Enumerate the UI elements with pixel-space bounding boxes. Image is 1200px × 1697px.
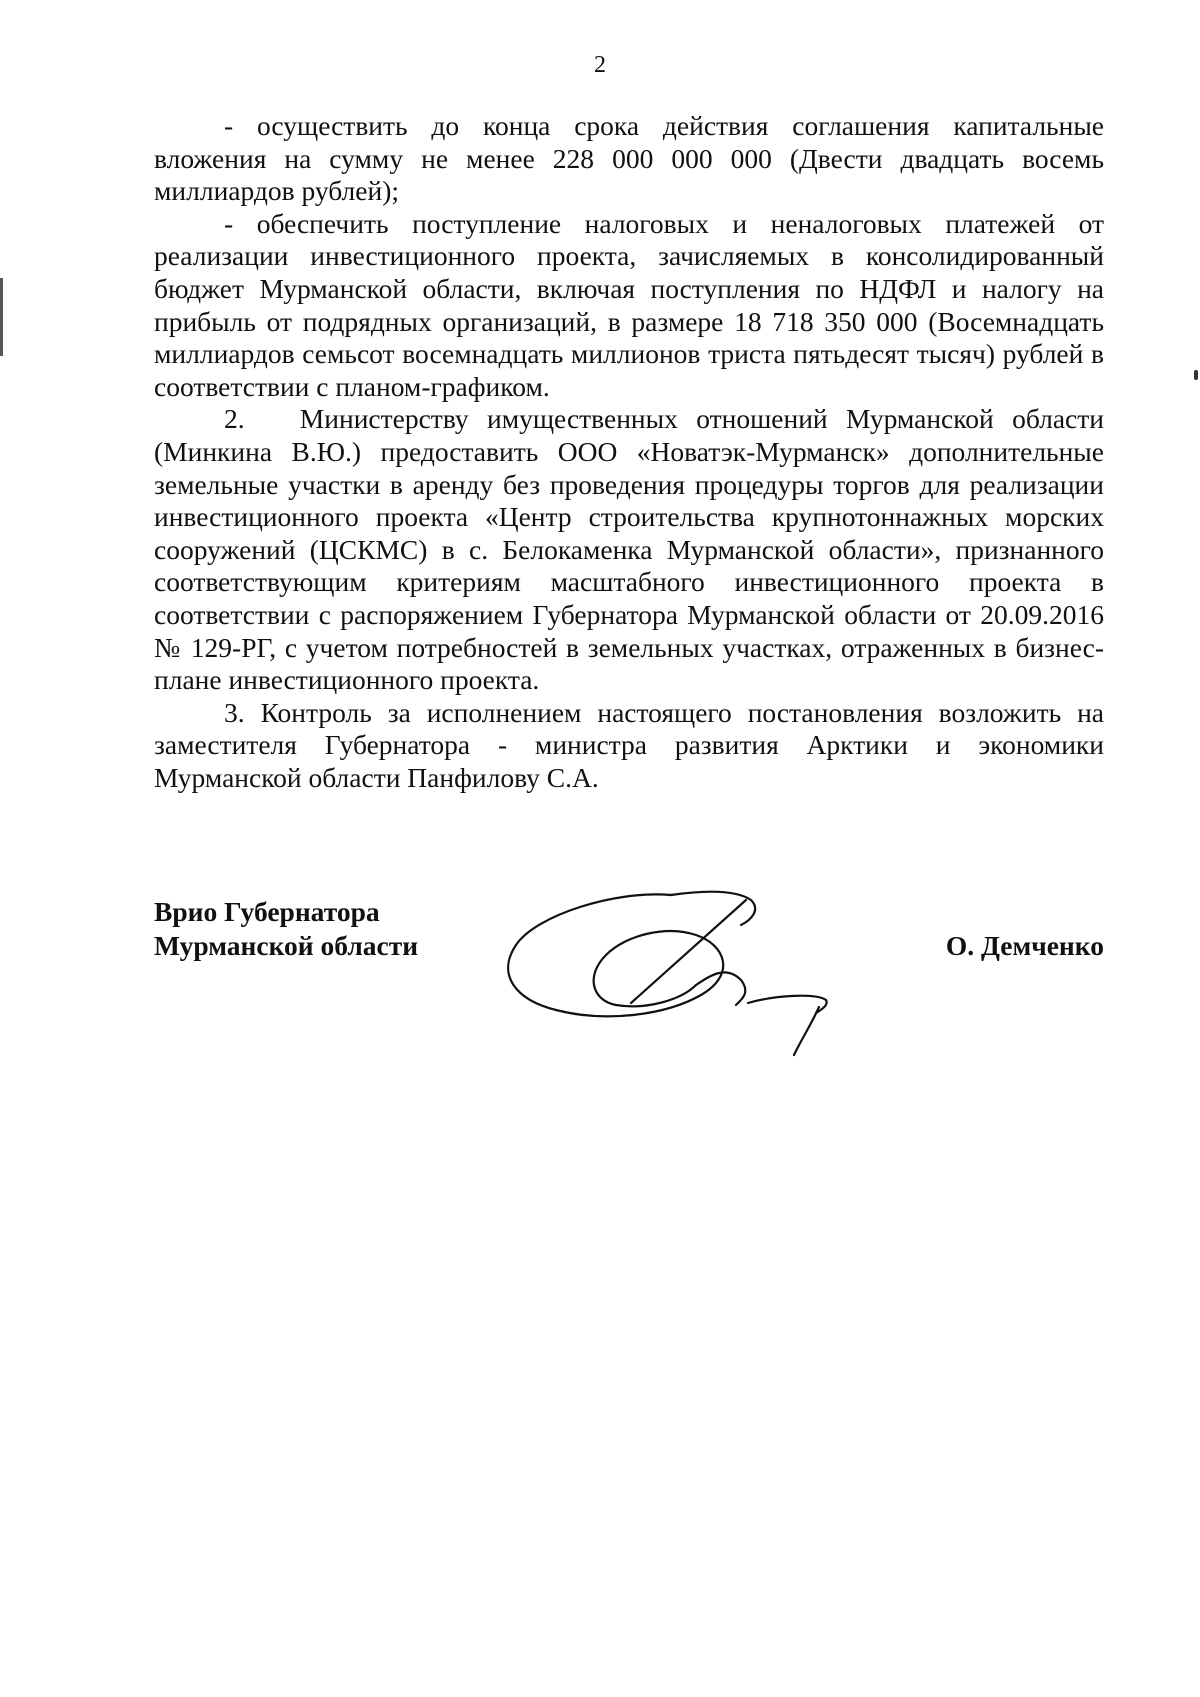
scan-dot-mark: [1194, 370, 1198, 380]
paragraph-capital-investment: - осуществить до конца срока действия соглашения капитальные вложения на сумму не менее 228 000 000 000 (Двести двадцать восемь миллиардов рублей);: [154, 110, 1104, 207]
scan-edge-mark: [0, 278, 3, 356]
paragraph-item-2: 2. Министерству имущественных отношений Мурманской области (Минкина В.Ю.) предоставить ООО «Новатэк-Мурманск» дополнительные земельные участки в аренду без проведения процедуры торгов для реализации инвестиционного проекта «Центр строительства крупнотоннажных морских сооружений (ЦСКМС) в с. Белокаменка Мурманской области», признанного соответствующим критериям масштабного инвестиционного проекта в соответствии с распоряжением Губернатора Мурманской области от 20.09.2016 № 129-РГ, с учетом потребностей в земельных участках, отраженных в бизнес-плане инвестиционного проекта.: [154, 403, 1104, 696]
signer-title: [154, 895, 418, 963]
signer-name: О. Демченко: [945, 930, 1104, 961]
paragraph-tax-payments: - обеспечить поступление налоговых и неналоговых платежей от реализации инвестиционного проекта, зачисляемых в консолидированный бюджет Мурманской области, включая поступления по НДФЛ и налогу на прибыль от подрядных организаций, в размере 18 718 350 000 (Восемнадцать миллиардов семьсот восемнадцать миллионов триста пятьдесят тысяч) рублей в соответствии с планом-графиком.: [154, 207, 1104, 402]
signer-title-line-2: Мурманской области: [154, 930, 419, 961]
signer-title-line-1: Врио Губернатора: [154, 896, 380, 927]
paragraph-item-3: 3. Контроль за исполнением настоящего постановления возложить на заместителя Губернатора - министра развития Арктики и экономики Мурманской области Панфилову С.А.: [154, 696, 1104, 793]
signature-block: [154, 895, 1104, 1095]
page-number: 2: [594, 52, 606, 78]
document-body: [154, 110, 1104, 794]
handwritten-signature: [496, 875, 876, 1065]
